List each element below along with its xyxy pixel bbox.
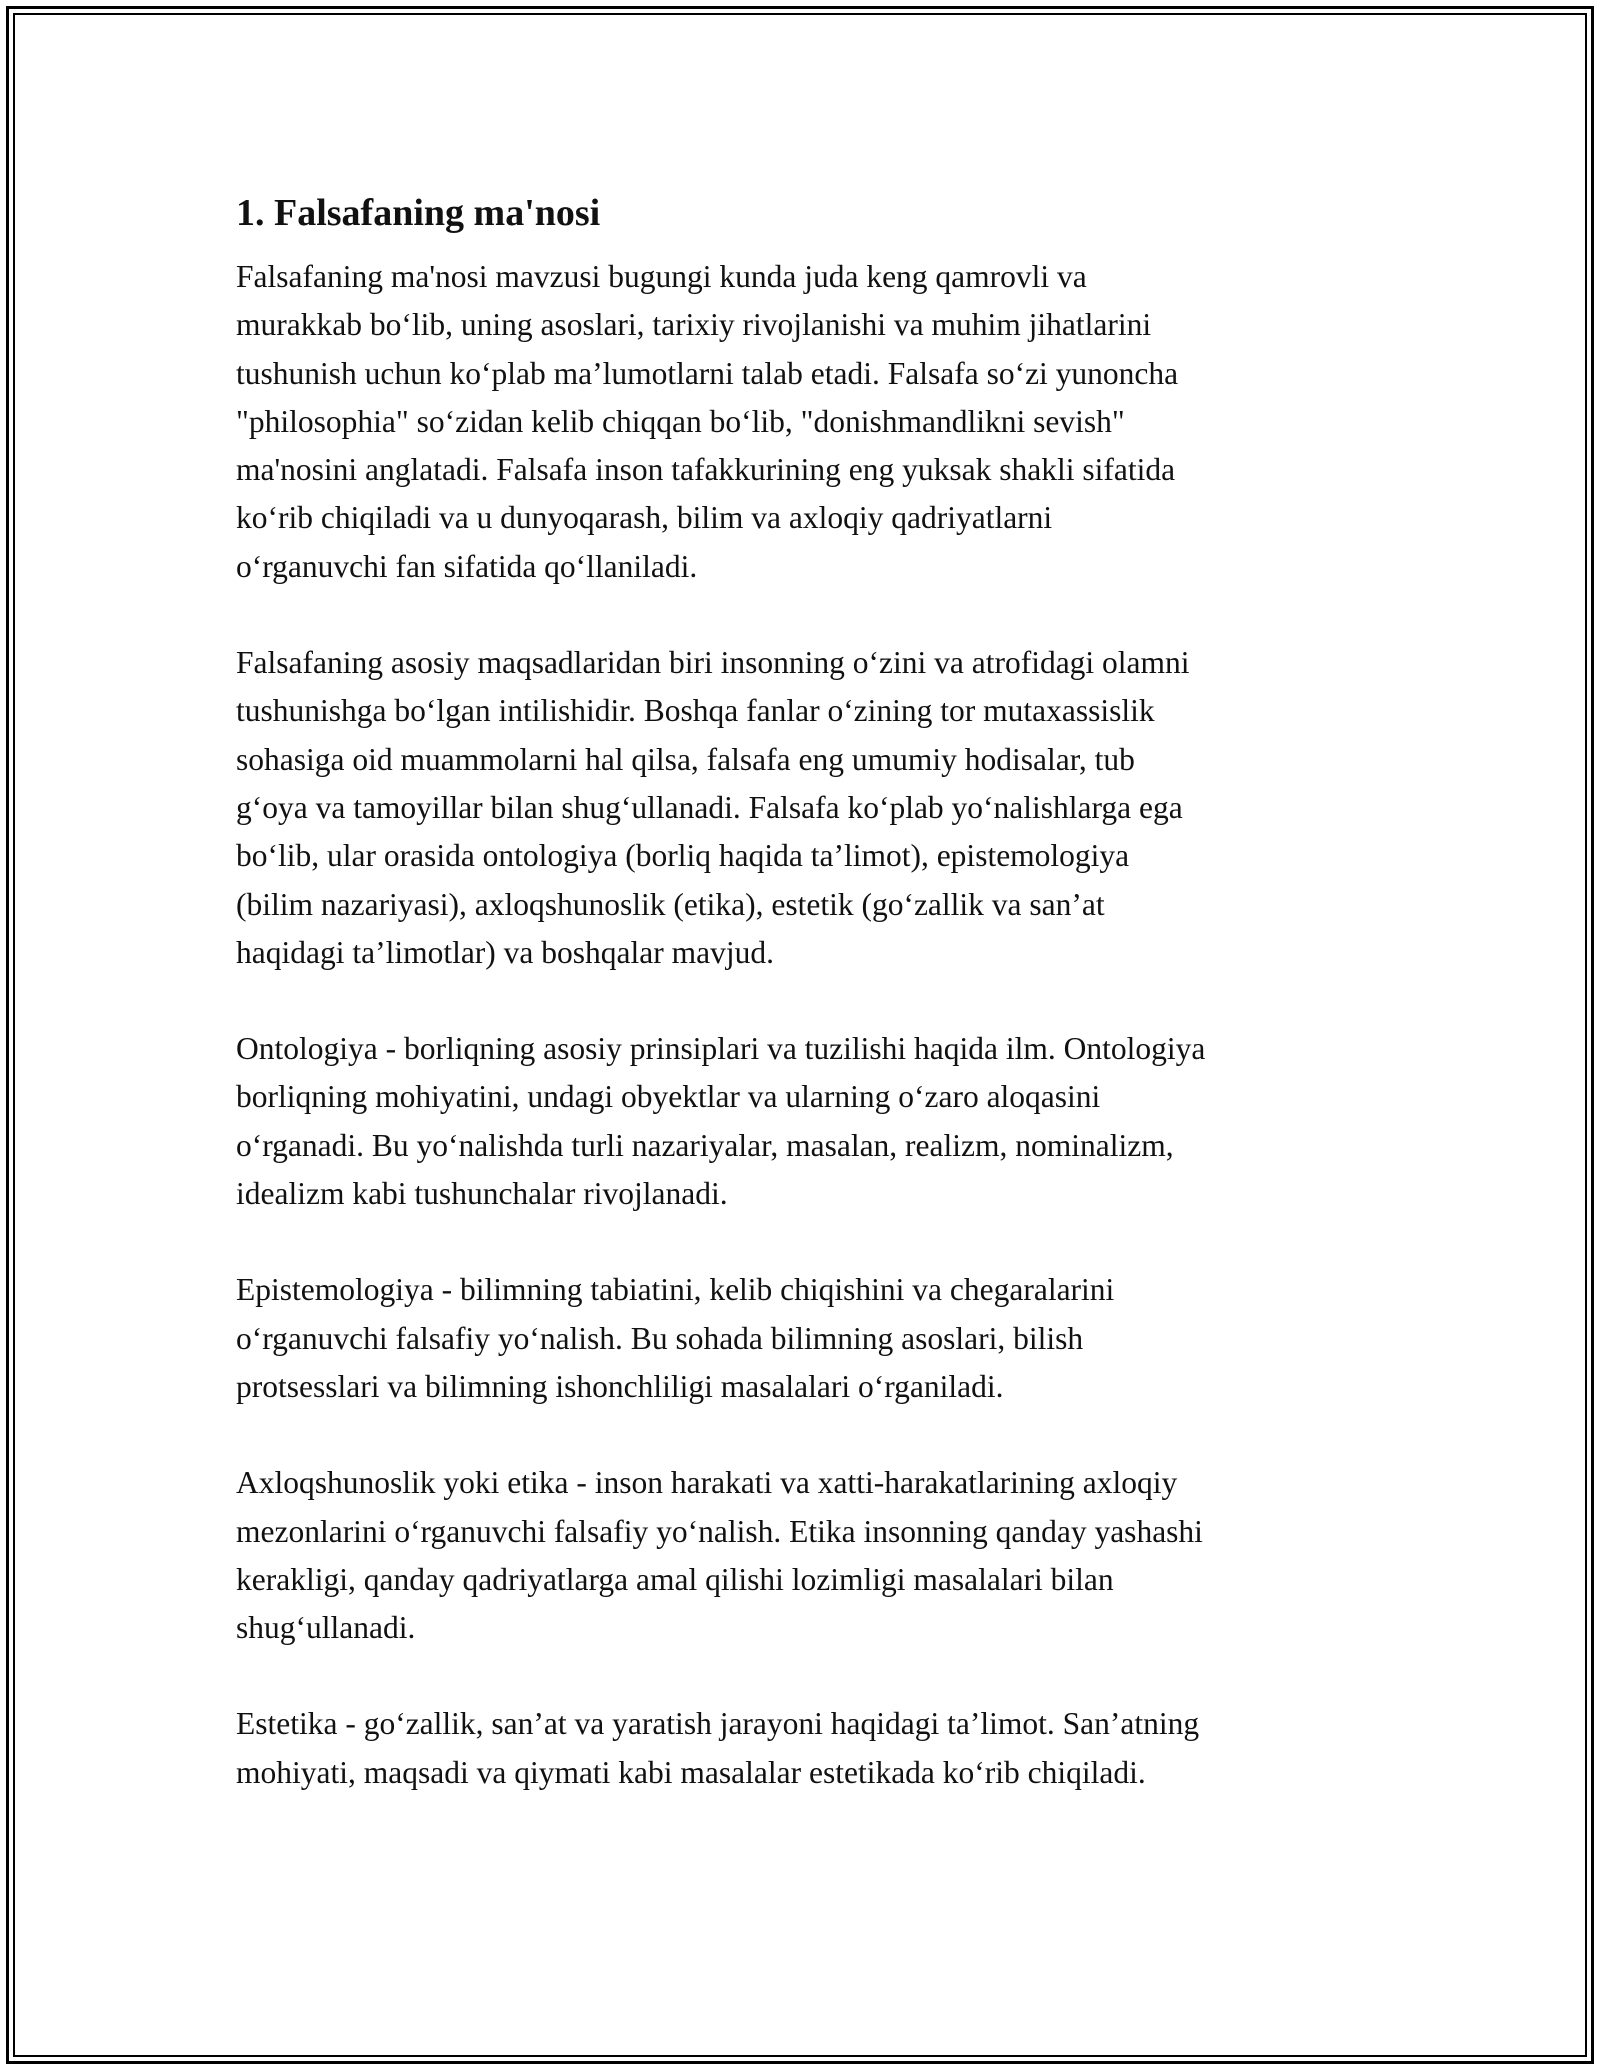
document-title: 1. Falsafaning ma'nosi: [236, 192, 601, 234]
text-line: shug‘ullanadi.: [236, 1610, 416, 1646]
text-line: murakkab bo‘lib, uning asoslari, tarixiy rivojlanishi va muhim jihatlarini: [236, 307, 1152, 343]
text-line: protsesslari va bilimning ishonchliligi masalalari o‘rganiladi.: [236, 1368, 1004, 1404]
text-line: Epistemologiya - bilimning tabiatini, kelib chiqishini va chegaralarini: [236, 1272, 1115, 1308]
document-body: [236, 185, 1376, 1845]
text-line: Falsafaning ma'nosi mavzusi bugungi kunda juda keng qamrovli va: [236, 259, 1087, 294]
text-line: Falsafaning asosiy maqsadlaridan biri insonning o‘zini va atrofidagi olamni: [236, 645, 1190, 681]
text-line: kerakligi, qanday qadriyatlarga amal qilishi lozimligi masalalari bilan: [236, 1561, 1114, 1597]
text-line: haqidagi ta’limotlar) va boshqalar mavjud.: [236, 934, 774, 970]
text-line: mezonlarini o‘rganuvchi falsafiy yo‘nalish. Etika insonning qanday yashashi: [236, 1513, 1203, 1549]
paragraph-meaning-of-philosophy: [236, 253, 1376, 591]
text-line: Axloqshunoslik yoki etika - inson harakati va xatti-harakatlarining axloqiy: [236, 1465, 1178, 1501]
text-line: bo‘lib, ular orasida ontologiya (borliq haqida ta’limot), epistemologiya: [236, 838, 1130, 874]
paragraph-aesthetics: [236, 1700, 1376, 1797]
text-line: idealizm kabi tushunchalar rivojlanadi.: [236, 1176, 728, 1212]
text-line: o‘rganadi. Bu yo‘nalishda turli nazariyalar, masalan, realizm, nominalizm,: [236, 1127, 1174, 1163]
text-line: ko‘rib chiqiladi va u dunyoqarash, bilim va axloqiy qadriyatlarni: [236, 500, 1053, 536]
paragraph-ethics: [236, 1459, 1376, 1652]
paragraph-goals-of-philosophy: [236, 639, 1376, 977]
text-line: Estetika - go‘zallik, san’at va yaratish jarayoni haqidagi ta’limot. San’atning: [236, 1706, 1200, 1742]
text-line: tushunishga bo‘lgan intilishidir. Boshqa fanlar o‘zining tor mutaxassislik: [236, 693, 1155, 729]
text-line: (bilim nazariyasi), axloqshunoslik (etika), estetik (go‘zallik va san’at: [236, 886, 1105, 922]
text-line: o‘rganuvchi falsafiy yo‘nalish. Bu sohada bilimning asoslari, bilish: [236, 1320, 1084, 1356]
text-line: "philosophia" so‘zidan kelib chiqqan bo‘lib, "donishmandlikni sevish": [236, 403, 1125, 439]
paragraph-ontology: [236, 1025, 1376, 1218]
text-line: Ontologiya - borliqning asosiy prinsiplari va tuzilishi haqida ilm. Ontologiya: [236, 1031, 1206, 1067]
text-line: o‘rganuvchi fan sifatida qo‘llaniladi.: [236, 548, 698, 584]
paragraph-epistemology: [236, 1266, 1376, 1411]
text-line: mohiyati, maqsadi va qiymati kabi masalalar estetikada ko‘rib chiqiladi.: [236, 1754, 1146, 1790]
text-line: tushunish uchun ko‘plab ma’lumotlarni talab etadi. Falsafa so‘zi yunoncha: [236, 355, 1179, 391]
text-line: g‘oya va tamoyillar bilan shug‘ullanadi. Falsafa ko‘plab yo‘nalishlarga ega: [236, 789, 1183, 825]
text-line: borliqning mohiyatini, undagi obyektlar va ularning o‘zaro aloqasini: [236, 1079, 1101, 1115]
text-line: sohasiga oid muammolarni hal qilsa, falsafa eng umumiy hodisalar, tub: [236, 741, 1135, 777]
text-line: ma'nosini anglatadi. Falsafa inson tafakkurining eng yuksak shakli sifatida: [236, 452, 1176, 488]
